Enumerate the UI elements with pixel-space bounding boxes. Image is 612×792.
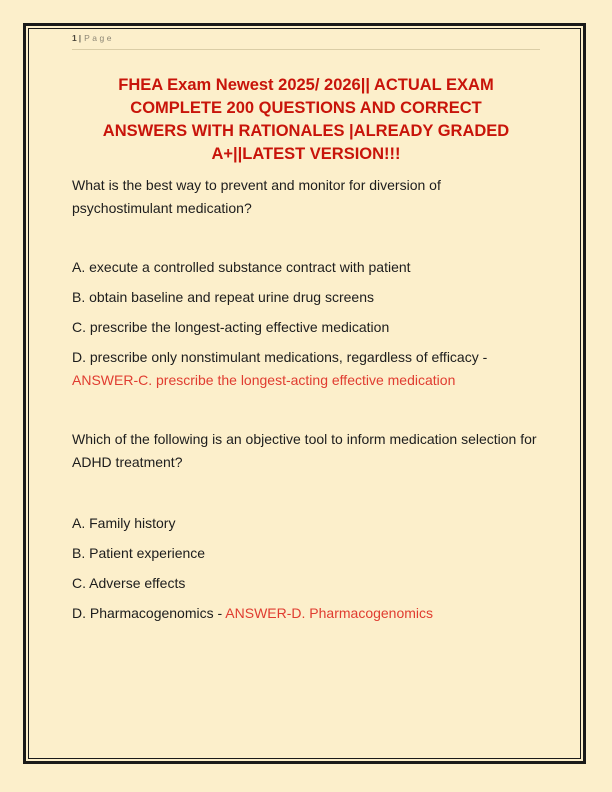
question-1-text: What is the best way to prevent and monitor for diversion of psychostimulant medication?	[72, 177, 441, 216]
page-label: Page	[84, 33, 114, 43]
page-header	[72, 33, 540, 50]
option-text: B. obtain baseline and repeat urine drug screens	[72, 289, 374, 305]
question-2-text: Which of the following is an objective tool to inform medication selection for ADHD treatment?	[72, 431, 537, 470]
question-2-option-d	[72, 602, 540, 625]
option-text: A. execute a controlled substance contract with patient	[72, 259, 411, 275]
blank-paragraph	[72, 220, 540, 256]
question-1-option-c	[72, 316, 540, 339]
option-text: A. Family history	[72, 515, 176, 531]
header-divider: |	[78, 33, 82, 43]
question-2-option-c	[72, 572, 540, 595]
question-1-option-d	[72, 346, 540, 392]
exam-title-line-4: A+||LATEST VERSION!!!	[211, 145, 401, 163]
exam-title-line-2: COMPLETE 200 QUESTIONS AND CORRECT	[130, 99, 482, 117]
page-content	[72, 33, 540, 632]
option-text: D. Pharmacogenomics -	[72, 605, 226, 621]
question-1-option-b	[72, 286, 540, 309]
question-1-option-a	[72, 256, 540, 279]
option-text: D. prescribe only nonstimulant medications, regardless of efficacy -	[72, 349, 488, 365]
blank-paragraph	[72, 474, 540, 512]
exam-title	[72, 74, 540, 166]
answer-text: ANSWER-C. prescribe the longest-acting effective medication	[72, 372, 456, 388]
option-text: C. Adverse effects	[72, 575, 186, 591]
option-text: C. prescribe the longest-acting effective medication	[72, 319, 390, 335]
exam-title-line-1: FHEA Exam Newest 2025/ 2026|| ACTUAL EXAM	[118, 76, 494, 94]
question-2-option-b	[72, 542, 540, 565]
option-text: B. Patient experience	[72, 545, 206, 561]
exam-title-line-3: ANSWERS WITH RATIONALES |ALREADY GRADED	[102, 122, 510, 140]
page-number: 1	[72, 33, 77, 43]
question-2-option-a	[72, 512, 540, 535]
answer-text: ANSWER-D. Pharmacogenomics	[225, 605, 434, 621]
